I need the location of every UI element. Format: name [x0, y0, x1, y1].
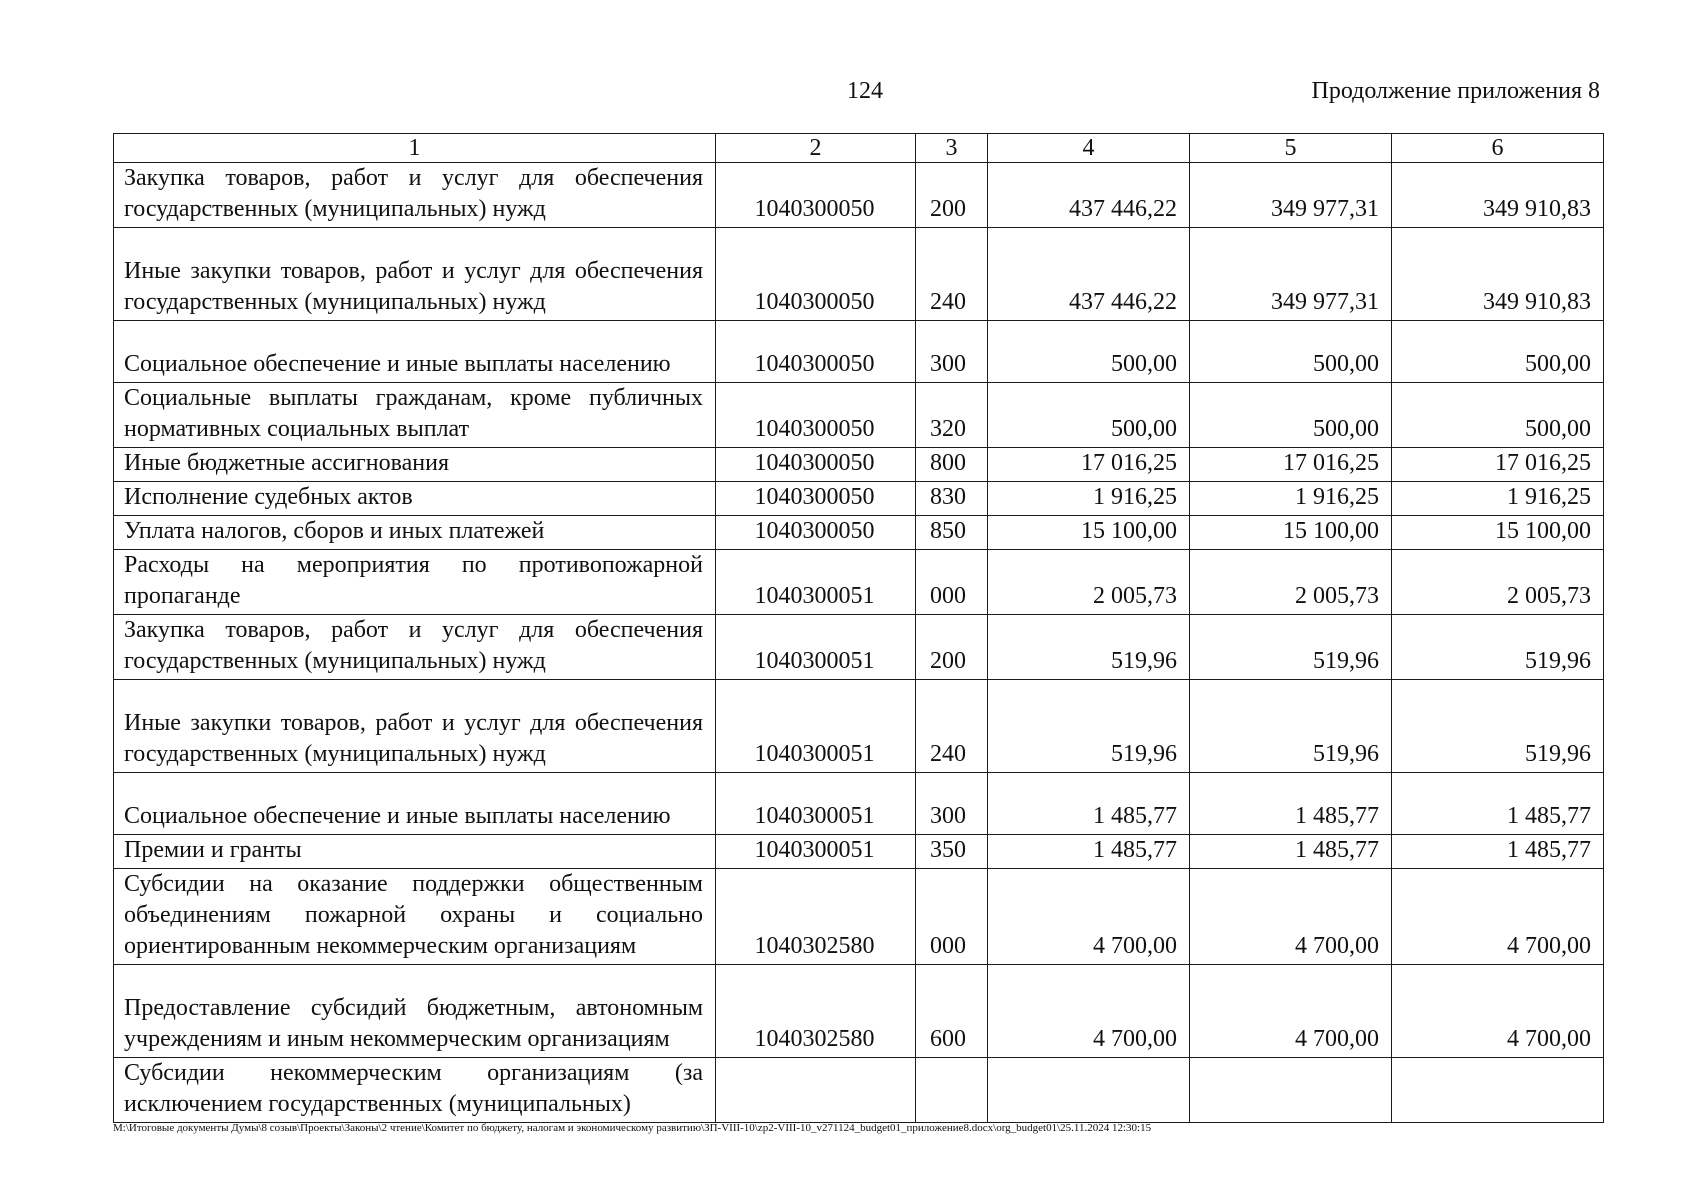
column-header: 3	[916, 134, 988, 163]
expense-type: 600	[916, 965, 988, 1058]
expense-type: 350	[916, 835, 988, 869]
table-row	[114, 680, 1604, 773]
row-name: Исполнение судебных актов	[114, 482, 716, 516]
amount-col6: 4 700,00	[1392, 965, 1604, 1058]
expense-type: 300	[916, 321, 988, 383]
appendix-label: Продолжение приложения 8	[1311, 78, 1600, 104]
table-row	[114, 516, 1604, 550]
amount-col4	[988, 1058, 1190, 1123]
expense-type: 200	[916, 163, 988, 228]
row-name: Субсидии на оказание поддержки общественным объединениям пожарной охраны и социально ориентированным некоммерческим организациям	[114, 869, 716, 965]
target-code: 1040300050	[716, 228, 916, 321]
table-row	[114, 869, 1604, 965]
amount-col6: 4 700,00	[1392, 869, 1604, 965]
amount-col4: 519,96	[988, 615, 1190, 680]
amount-col5: 519,96	[1190, 615, 1392, 680]
table-row	[114, 965, 1604, 1058]
row-name: Социальное обеспечение и иные выплаты населению	[114, 773, 716, 835]
amount-col6: 500,00	[1392, 321, 1604, 383]
amount-col4: 17 016,25	[988, 448, 1190, 482]
amount-col6: 349 910,83	[1392, 163, 1604, 228]
amount-col4: 437 446,22	[988, 163, 1190, 228]
amount-col6: 1 485,77	[1392, 835, 1604, 869]
amount-col4: 15 100,00	[988, 516, 1190, 550]
table-row	[114, 321, 1604, 383]
budget-table	[113, 133, 1604, 1123]
amount-col5: 4 700,00	[1190, 869, 1392, 965]
amount-col5: 349 977,31	[1190, 163, 1392, 228]
amount-col5: 2 005,73	[1190, 550, 1392, 615]
target-code: 1040300050	[716, 383, 916, 448]
target-code	[716, 1058, 916, 1123]
target-code: 1040302580	[716, 869, 916, 965]
amount-col5: 15 100,00	[1190, 516, 1392, 550]
table-row	[114, 228, 1604, 321]
row-name: Социальное обеспечение и иные выплаты населению	[114, 321, 716, 383]
expense-type: 000	[916, 550, 988, 615]
expense-type: 200	[916, 615, 988, 680]
amount-col6: 1 485,77	[1392, 773, 1604, 835]
amount-col5: 500,00	[1190, 321, 1392, 383]
amount-col6: 1 916,25	[1392, 482, 1604, 516]
row-name: Расходы на мероприятия по противопожарной пропаганде	[114, 550, 716, 615]
expense-type: 300	[916, 773, 988, 835]
row-name: Иные бюджетные ассигнования	[114, 448, 716, 482]
amount-col4: 1 916,25	[988, 482, 1190, 516]
target-code: 1040300051	[716, 550, 916, 615]
amount-col6: 2 005,73	[1392, 550, 1604, 615]
table-row	[114, 835, 1604, 869]
document-file-path: M:\Итоговые документы Думы\8 созыв\Проекты\Законы\2 чтение\Комитет по бюджету, налогам и экономическому развитию\ЗП-VIII-10\zp2-VIII-10_v271124_budget01_приложение8.docx\org_budget01\25.11.2024 12:30:15	[113, 1122, 1152, 1134]
expense-type: 320	[916, 383, 988, 448]
amount-col4: 4 700,00	[988, 869, 1190, 965]
column-header: 4	[988, 134, 1190, 163]
target-code: 1040300051	[716, 835, 916, 869]
amount-col4: 437 446,22	[988, 228, 1190, 321]
table-row	[114, 448, 1604, 482]
amount-col4: 4 700,00	[988, 965, 1190, 1058]
row-name: Премии и гранты	[114, 835, 716, 869]
amount-col6: 500,00	[1392, 383, 1604, 448]
amount-col6: 519,96	[1392, 680, 1604, 773]
table-row	[114, 383, 1604, 448]
amount-col6: 519,96	[1392, 615, 1604, 680]
amount-col6: 17 016,25	[1392, 448, 1604, 482]
target-code: 1040300051	[716, 680, 916, 773]
amount-col5: 349 977,31	[1190, 228, 1392, 321]
row-name: Иные закупки товаров, работ и услуг для обеспечения государственных (муниципальных) нужд	[114, 680, 716, 773]
table-row	[114, 163, 1604, 228]
expense-type: 240	[916, 228, 988, 321]
amount-col4: 519,96	[988, 680, 1190, 773]
amount-col6	[1392, 1058, 1604, 1123]
amount-col5	[1190, 1058, 1392, 1123]
amount-col5: 4 700,00	[1190, 965, 1392, 1058]
column-header: 1	[114, 134, 716, 163]
target-code: 1040300050	[716, 516, 916, 550]
target-code: 1040302580	[716, 965, 916, 1058]
row-name: Предоставление субсидий бюджетным, автономным учреждениям и иным некоммерческим организациям	[114, 965, 716, 1058]
expense-type: 830	[916, 482, 988, 516]
expense-type	[916, 1058, 988, 1123]
target-code: 1040300051	[716, 615, 916, 680]
row-name: Закупка товаров, работ и услуг для обеспечения государственных (муниципальных) нужд	[114, 163, 716, 228]
target-code: 1040300050	[716, 448, 916, 482]
row-name: Закупка товаров, работ и услуг для обеспечения государственных (муниципальных) нужд	[114, 615, 716, 680]
amount-col5: 17 016,25	[1190, 448, 1392, 482]
expense-type: 000	[916, 869, 988, 965]
table-row	[114, 615, 1604, 680]
amount-col4: 1 485,77	[988, 835, 1190, 869]
page-number: 124	[847, 78, 883, 104]
table-row	[114, 773, 1604, 835]
amount-col4: 2 005,73	[988, 550, 1190, 615]
amount-col6: 349 910,83	[1392, 228, 1604, 321]
expense-type: 240	[916, 680, 988, 773]
target-code: 1040300050	[716, 482, 916, 516]
column-header: 6	[1392, 134, 1604, 163]
expense-type: 800	[916, 448, 988, 482]
target-code: 1040300050	[716, 163, 916, 228]
row-name: Социальные выплаты гражданам, кроме публичных нормативных социальных выплат	[114, 383, 716, 448]
amount-col4: 1 485,77	[988, 773, 1190, 835]
amount-col5: 500,00	[1190, 383, 1392, 448]
table-header-row	[114, 134, 1604, 163]
amount-col5: 1 916,25	[1190, 482, 1392, 516]
table-row	[114, 482, 1604, 516]
column-header: 2	[716, 134, 916, 163]
column-header: 5	[1190, 134, 1392, 163]
amount-col5: 1 485,77	[1190, 773, 1392, 835]
amount-col4: 500,00	[988, 321, 1190, 383]
amount-col5: 1 485,77	[1190, 835, 1392, 869]
target-code: 1040300051	[716, 773, 916, 835]
amount-col6: 15 100,00	[1392, 516, 1604, 550]
row-name: Уплата налогов, сборов и иных платежей	[114, 516, 716, 550]
amount-col4: 500,00	[988, 383, 1190, 448]
row-name: Субсидии некоммерческим организациям (за исключением государственных (муниципальных)	[114, 1058, 716, 1123]
table-row	[114, 1058, 1604, 1123]
table-row	[114, 550, 1604, 615]
target-code: 1040300050	[716, 321, 916, 383]
row-name: Иные закупки товаров, работ и услуг для обеспечения государственных (муниципальных) нужд	[114, 228, 716, 321]
amount-col5: 519,96	[1190, 680, 1392, 773]
expense-type: 850	[916, 516, 988, 550]
